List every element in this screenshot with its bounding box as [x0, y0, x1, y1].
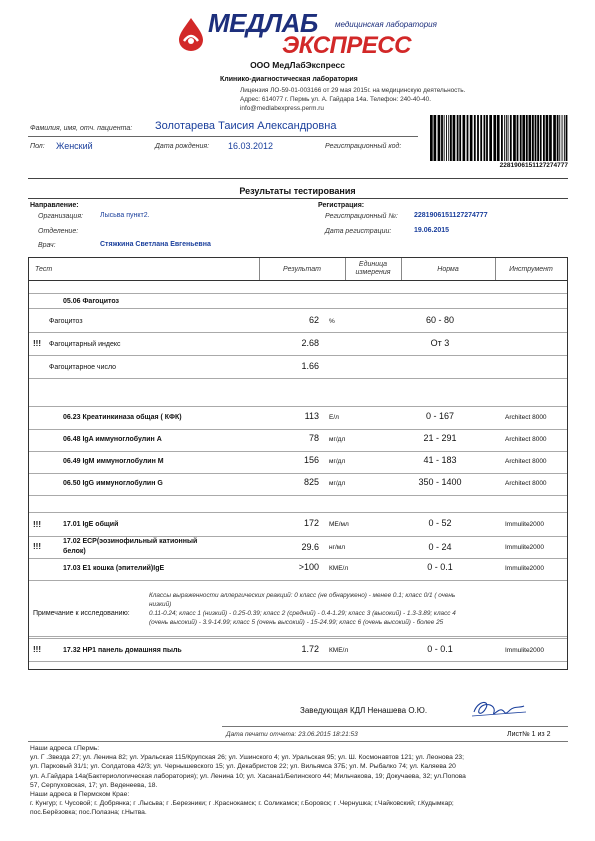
divider	[401, 258, 402, 280]
divider	[29, 495, 567, 496]
barcode-number: 2281906151127274777	[499, 162, 568, 169]
test-norm: 350 - 1400	[418, 477, 462, 487]
test-name: Фагоцитарный индекс	[49, 341, 121, 348]
table-row	[29, 407, 567, 429]
divider	[29, 308, 567, 309]
address-line: ул. Г .Звезда 27; ул. Ленина 82; ул. Уральская 115/Крупская 26; ул. Ушинского 4; ул. Уральская 95; ул. Ш. Космонавтов 121; ул. Леонова 23;	[30, 754, 464, 762]
test-norm: 0 - 0.1	[427, 644, 453, 654]
address-line: г. Кунгур; г. Чусовой; г. Добрянка; г .Лысьва; г .Березники; г .Краснокамск; г. Соликамск; г.Боровск; г .Чернушка; г.Чайковский; г.Кудымкар;	[30, 800, 454, 808]
test-instrument: Architect 8000	[505, 458, 547, 465]
test-unit: МЕ/мл	[329, 521, 349, 528]
sheet-number: Лист№ 1 из 2	[507, 731, 551, 738]
logo-subtitle: медицинская лаборатория	[335, 20, 437, 29]
address-line: 57, Серпуховская, 17; ул. Веденеева, 18.	[30, 781, 158, 789]
test-unit: мг/дл	[329, 436, 346, 443]
test-instrument: Immulite2000	[505, 544, 545, 551]
divider	[29, 512, 567, 513]
test-unit: нг/мл	[329, 544, 346, 551]
table-row	[29, 514, 567, 536]
test-norm: 0 - 0.1	[427, 562, 453, 572]
test-name: 06.50 IgG иммуноглобулин G	[63, 480, 163, 487]
test-name: 17.02 ECP(эозинофильный катионный	[63, 538, 198, 545]
test-result: 2.68	[301, 338, 319, 348]
registration-heading: Регистрация:	[318, 202, 365, 209]
patient-name: Золотарева Таисия Александровна	[155, 120, 337, 132]
test-instrument: Architect 8000	[505, 414, 547, 421]
doctor-label: Врач:	[38, 242, 56, 249]
divider	[28, 136, 418, 137]
divider	[28, 741, 568, 742]
divider	[29, 280, 567, 281]
abnormal-mark: !!!	[33, 645, 41, 654]
test-instrument: Immulite2000	[505, 647, 545, 654]
reg-num-value: 2281906151127274777	[414, 212, 488, 219]
test-result: 29.6	[301, 542, 319, 552]
note-text	[149, 591, 541, 627]
divider	[29, 580, 567, 581]
logo-drop-icon	[176, 16, 206, 52]
test-result: 825	[303, 477, 319, 487]
test-unit: мг/дл	[329, 458, 346, 465]
print-date: Дата печати отчета: 23.06.2015 18:21:53	[226, 731, 358, 738]
table-row	[29, 333, 567, 355]
test-norm: 0 - 52	[428, 518, 452, 528]
results-table	[28, 257, 568, 670]
lab-name: Клинико-диагностическая лаборатория	[220, 76, 358, 83]
table-row	[29, 473, 567, 495]
test-result: 62	[308, 315, 319, 325]
org-value: Лысьва пункт2.	[100, 212, 150, 219]
address-line: ул. Парковый 31/1; ул. Солдатова 42/3; ул. Чернышевского 15; ул. Декабристов 22; ул. Вильямса 37Б; ул. М. Рыбалко 74; ул. Каляева 20	[30, 763, 456, 771]
col-header-norm: Норма	[437, 265, 459, 273]
address-line: Наши адреса г.Пермь:	[30, 745, 100, 752]
divider	[222, 726, 568, 727]
page-title: Результаты тестирования	[239, 186, 356, 196]
test-unit: КМЕ/л	[329, 647, 349, 654]
test-result: 172	[303, 518, 319, 528]
test-name: 06.49 IgM иммуноглобулин M	[63, 458, 164, 465]
signature-icon	[468, 694, 528, 722]
divider	[259, 258, 260, 280]
test-result: 1.66	[301, 361, 319, 371]
abnormal-mark: !!!	[33, 542, 41, 551]
note-line: (очень высокий) - 3.9-14.99; класс 5 (очень высокий) - 15-24.99; класс 6 (очень высокий) - более 25	[149, 619, 444, 626]
divider	[345, 258, 346, 280]
test-result: 1.72	[301, 644, 319, 654]
divider	[29, 378, 567, 379]
doctor-value: Стяжкина Светлана Евгеньевна	[100, 241, 211, 248]
note-label: Примечание к исследованию:	[33, 610, 130, 617]
license-block	[240, 86, 560, 113]
test-result: 113	[304, 411, 319, 421]
email-text: info@medlabexpress.perm.ru	[240, 105, 324, 112]
col-header-instrument: Инструмент	[509, 265, 553, 273]
test-unit: мг/дл	[329, 480, 346, 487]
divider	[29, 661, 567, 662]
test-result: >100	[298, 562, 319, 572]
logo-text-bottom: ЭКСПРЕСС	[282, 32, 411, 59]
sex-value: Женский	[56, 141, 93, 151]
col-header-result: Результат	[283, 265, 321, 273]
divider	[28, 198, 568, 199]
test-name: Фагоцитарное число	[49, 364, 117, 371]
address-text: Адрес: 614077 г. Пермь ул. А. Гайдара 14а. Телефон: 240-40-40.	[240, 96, 431, 103]
logo-text-top: МЕДЛАБ	[208, 8, 318, 38]
test-norm: 0 - 167	[425, 411, 455, 421]
note-line: 0.11-0.24; класс 1 (низкий) - 0.25-0.39; класс 2 (средний) - 0.4-1.29; класс 3 (высокий) - 1.3-3.89; класс 4	[149, 610, 456, 617]
table-row	[29, 639, 567, 661]
test-name: 06.23 Креатинкиназа общая ( КФК)	[63, 414, 182, 421]
table-row	[29, 429, 567, 451]
test-unit: Е/л	[329, 414, 339, 421]
divider	[29, 293, 567, 294]
divider	[29, 636, 567, 637]
col-header-unit: Единица измерения	[355, 261, 391, 276]
org-label: Организация:	[38, 213, 83, 220]
col-header-test: Тест	[35, 265, 53, 273]
reg-code-label: Регистрационный код:	[325, 143, 402, 150]
address-block	[30, 744, 570, 818]
note-line: низкий)	[149, 601, 172, 608]
address-line: пос.Берёзовка; пос.Полазна; г.Нытва.	[30, 809, 147, 817]
test-norm: От 3	[430, 338, 450, 348]
address-line: ул. А.Гайдара 14а(Бактериологическая лаборатория); ул. Ленина 10; ул. Хасана1/Белинского 44; Мильчакова, 19; Докучаева, 32; ул.Попова	[30, 772, 466, 780]
test-name: 17.01 IgE общий	[63, 521, 119, 528]
dob-value: 16.03.2012	[228, 141, 274, 151]
abnormal-mark: !!!	[33, 339, 41, 348]
sex-label: Пол:	[30, 143, 45, 150]
org-name: ООО МедЛабЭкспресс	[250, 60, 345, 70]
test-unit: КМЕ/л	[329, 565, 349, 572]
test-name-cont: белок)	[63, 548, 86, 555]
test-norm: 41 - 183	[423, 455, 457, 465]
reg-date-label: Дата регистрации:	[325, 228, 392, 235]
test-unit: %	[329, 318, 335, 325]
abnormal-mark: !!!	[33, 520, 41, 529]
test-instrument: Immulite2000	[505, 521, 545, 528]
test-instrument: Architect 8000	[505, 480, 547, 487]
patient-name-label: Фамилия, имя, отч. пациента:	[30, 125, 133, 132]
test-norm: 21 - 291	[423, 433, 457, 443]
group-title: 05.06 Фагоцитоз	[63, 298, 120, 305]
table-row	[29, 558, 567, 580]
table-row	[29, 310, 567, 332]
note-line: Классы выраженности аллергических реакций: 0 класс (не обнаружено) - менее 0.1; класс 0/1 ( очень	[149, 592, 456, 599]
table-row	[29, 451, 567, 473]
test-instrument: Immulite2000	[505, 565, 545, 572]
reg-num-label: Регистрационный №:	[325, 213, 398, 220]
dob-label: Дата рождения:	[155, 143, 210, 150]
test-name: 17.32 HP1 панель домашняя пыль	[63, 647, 182, 654]
table-row	[29, 356, 567, 378]
reg-date-value: 19.06.2015	[414, 227, 450, 234]
test-name: Фагоцитоз	[49, 318, 83, 325]
test-instrument: Architect 8000	[505, 436, 547, 443]
referral-heading: Направление:	[30, 202, 79, 209]
test-name: 17.03 E1 кошка (эпителий)IgE	[63, 565, 165, 572]
test-name: 06.48 IgA иммуноглобулин A	[63, 436, 162, 443]
table-row	[29, 536, 567, 558]
test-norm: 0 - 24	[428, 542, 452, 552]
divider	[28, 178, 568, 179]
test-result: 156	[303, 455, 319, 465]
test-norm: 60 - 80	[425, 315, 455, 325]
dept-label: Отделение:	[38, 228, 79, 235]
signature-label: Заведующая КДЛ Ненашева О.Ю.	[300, 706, 428, 715]
address-line: Наши адреса в Пермском Крае:	[30, 791, 130, 799]
license-text: Лицензия ЛО-59-01-003166 от 29 мая 2015г. на медицинскую деятельность.	[240, 87, 466, 94]
divider	[495, 258, 496, 280]
barcode-icon	[428, 115, 568, 163]
test-result: 78	[308, 433, 319, 443]
